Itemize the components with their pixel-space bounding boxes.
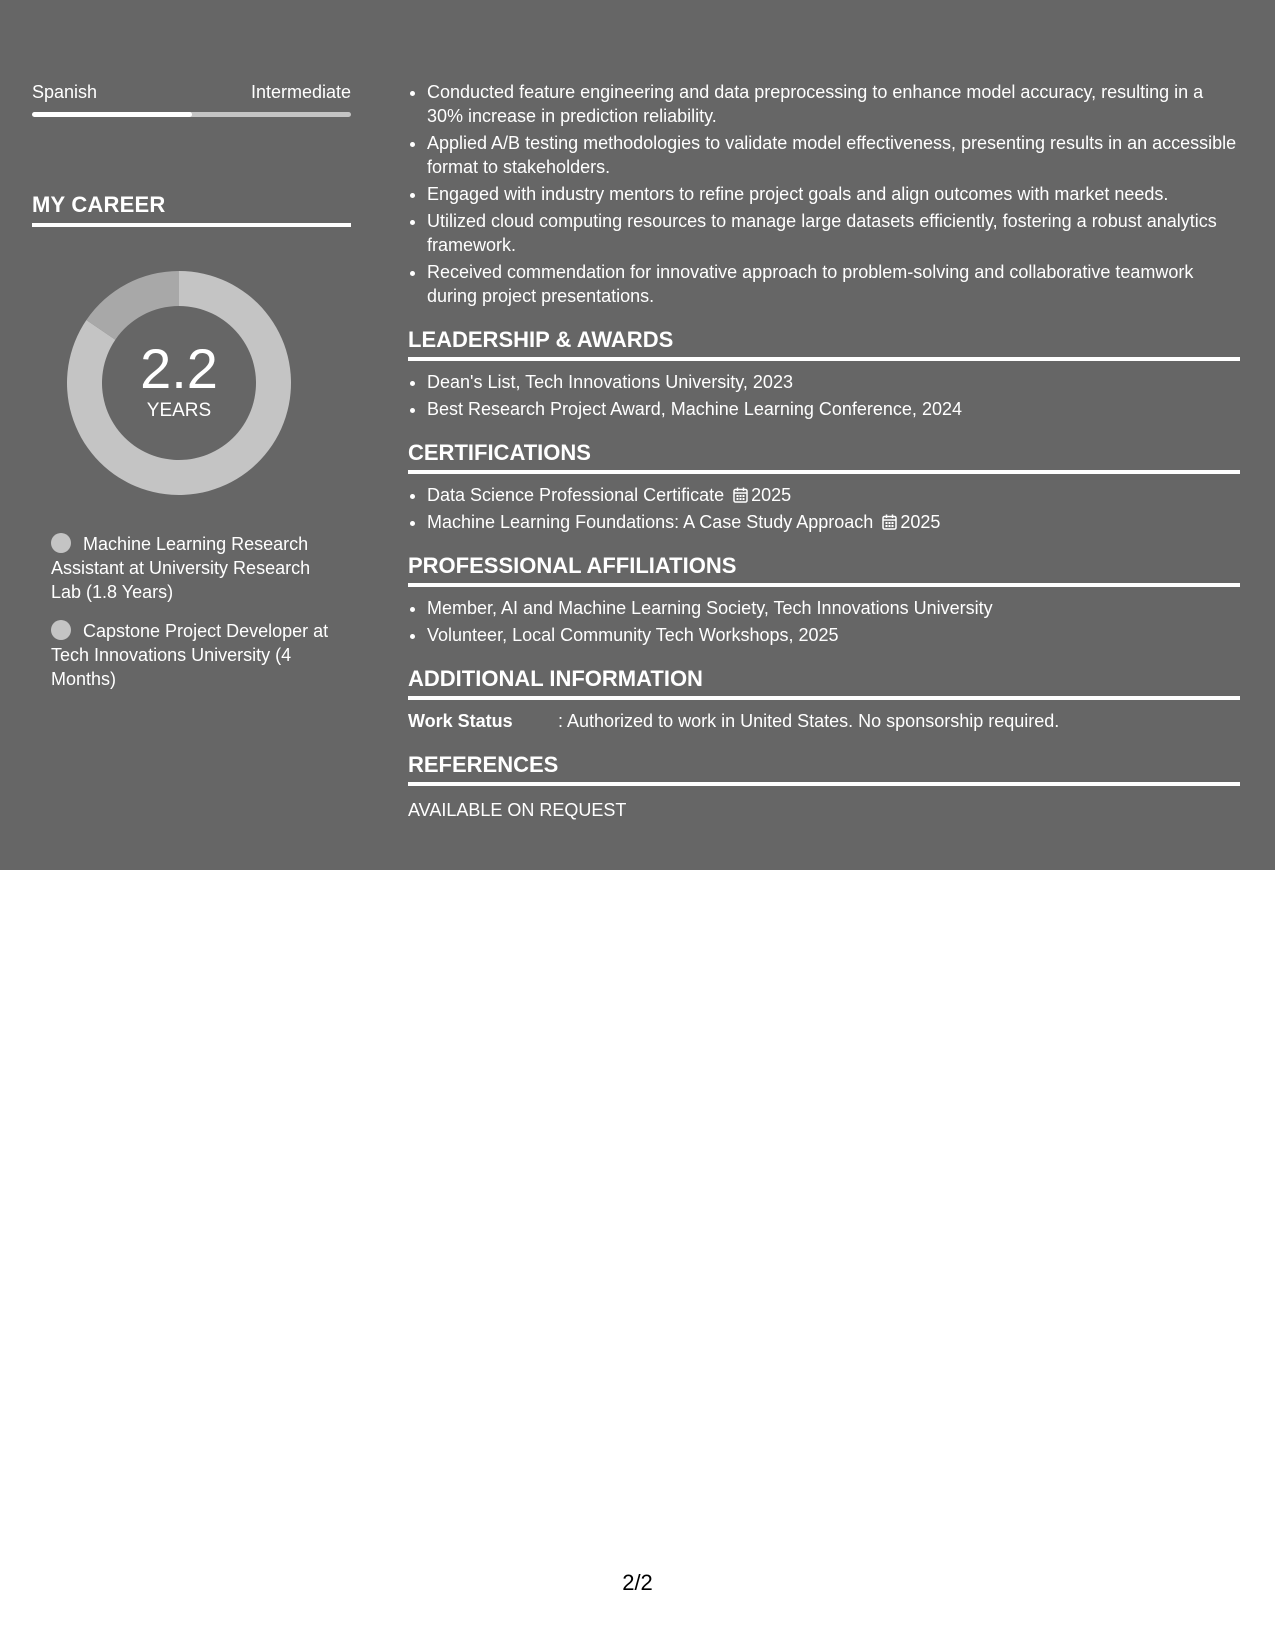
experience-bullet: • Received commendation for innovative approach to problem-solving and collaborative teamwork during project presentations.: [427, 260, 1240, 308]
experience-bullet: • Conducted feature engineering and data preprocessing to enhance model accuracy, resulting in a 30% increase in prediction reliability.: [427, 80, 1240, 128]
career-total-value: 2.2: [140, 337, 218, 400]
affiliation-item: • Volunteer, Local Community Tech Workshops, 2025: [427, 623, 1240, 647]
page-number: 2/2: [622, 1570, 653, 1595]
references-heading: REFERENCES: [408, 751, 1240, 786]
experience-bullet: • Utilized cloud computing resources to manage large datasets efficiently, fostering a robust analytics framework.: [427, 209, 1240, 257]
career-legend-label: Capstone Project Developer at Tech Innovations University (4 Months): [51, 621, 329, 689]
additional-info-heading: ADDITIONAL INFORMATION: [408, 665, 1240, 700]
language-proficiency-bar: [32, 112, 351, 117]
donut-center: [66, 270, 292, 496]
career-legend-label: Machine Learning Research Assistant at University Research Lab (1.8 Years): [51, 534, 311, 602]
leadership-list: [408, 370, 1240, 421]
certification-name: Data Science Professional Certificate: [427, 485, 725, 505]
career-legend-item: [51, 619, 331, 691]
language-row: [32, 80, 351, 104]
certification-name: Machine Learning Foundations: A Case Study Approach: [427, 512, 874, 532]
leadership-heading: LEADERSHIP & AWARDS: [408, 326, 1240, 361]
experience-bullet: • Engaged with industry mentors to refine project goals and align outcomes with market needs.: [427, 182, 1240, 206]
language-name: Spanish: [32, 82, 98, 102]
experience-bullets: [408, 80, 1240, 308]
career-total-unit: YEARS: [146, 400, 212, 421]
career-donut-chart: [66, 270, 292, 496]
certification-item: [427, 483, 1240, 507]
certifications-list: [408, 483, 1240, 534]
work-status-row: [408, 709, 1240, 733]
leadership-item: • Dean's List, Tech Innovations University, 2023: [427, 370, 1240, 394]
certification-item: [427, 510, 1240, 534]
work-status-value: : Authorized to work in United States. No sponsorship required.: [558, 711, 1060, 731]
affiliations-heading: PROFESSIONAL AFFILIATIONS: [408, 552, 1240, 587]
language-level: Intermediate: [250, 82, 351, 102]
career-legend-item: [51, 532, 331, 604]
calendar-icon: [882, 514, 897, 530]
calendar-icon: [733, 487, 748, 503]
career-legend: [51, 532, 331, 691]
language-proficiency-fill: [32, 112, 192, 117]
left-column: [32, 80, 351, 706]
affiliation-item: • Member, AI and Machine Learning Society, Tech Innovations University: [427, 596, 1240, 620]
certification-year: 2025: [751, 485, 792, 505]
work-status-label: Work Status: [408, 711, 513, 731]
affiliations-list: [408, 596, 1240, 647]
certifications-heading: CERTIFICATIONS: [408, 439, 1240, 474]
legend-dot-icon: [51, 620, 71, 640]
right-column: [408, 80, 1240, 822]
leadership-item: • Best Research Project Award, Machine Learning Conference, 2024: [427, 397, 1240, 421]
certification-year: 2025: [900, 512, 941, 532]
career-heading: MY CAREER: [32, 191, 351, 227]
experience-bullet: • Applied A/B testing methodologies to validate model effectiveness, presenting results in an accessible format to stakeholders.: [427, 131, 1240, 179]
legend-dot-icon: [51, 533, 71, 553]
references-text: AVAILABLE ON REQUEST: [408, 800, 627, 820]
